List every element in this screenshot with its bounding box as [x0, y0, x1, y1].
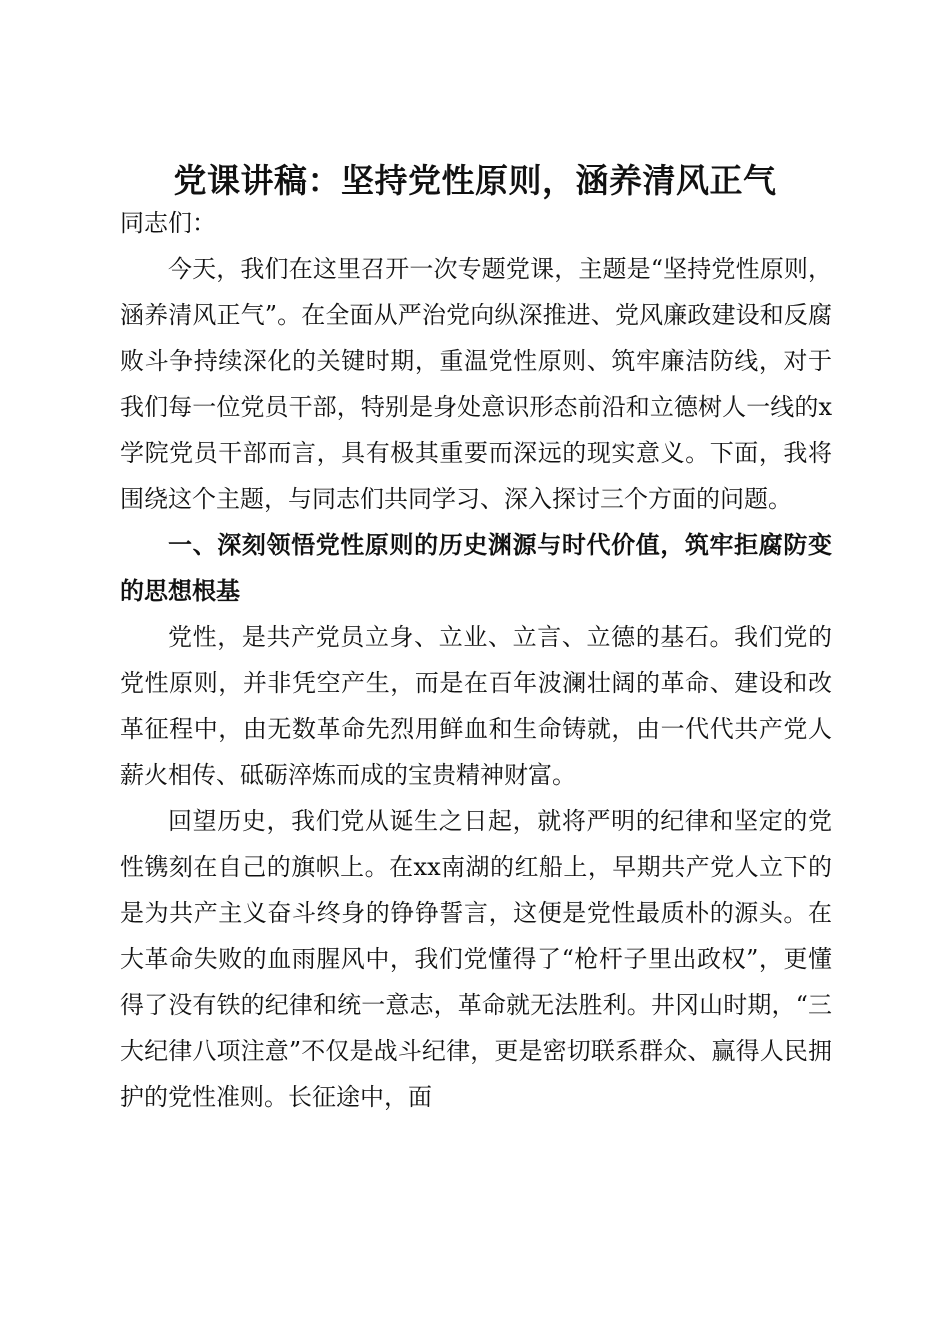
- salutation: 同志们：: [120, 209, 216, 237]
- body-paragraph: 党性，是共产党员立身、立业、立言、立德的基石。我们党的党性原则，并非凭空产生，而是在百年波澜壮阔的革命、建设和改革征程中，由无数革命先烈用鲜血和生命铸就，由一代代共产党人薪火相传、砥砺淬炼而成的宝贵精神财富。: [120, 623, 832, 789]
- intro-paragraph: 今天，我们在这里召开一次专题党课，主题是“坚持党性原则，涵养清风正气”。在全面从严治党向纵深推进、党风廉政建设和反腐败斗争持续深化的关键时期，重温党性原则、筑牢廉洁防线，对于我们每一位党员干部，特别是身处意识形态前沿和立德树人一线的x学院党员干部而言，具有极其重要而深远的现实意义。下面，我将围绕这个主题，与同志们共同学习、深入探讨三个方面的问题。: [120, 255, 832, 513]
- body-paragraph: 回望历史，我们党从诞生之日起，就将严明的纪律和坚定的党性镌刻在自己的旗帜上。在xx南湖的红船上，早期共产党人立下的是为共产主义奋斗终身的铮铮誓言，这便是党性最质朴的源头。在大革命失败的血雨腥风中，我们党懂得了“枪杆子里出政权”，更懂得了没有铁的纪律和统一意志，革命就无法胜利。井冈山时期，“三大纪律八项注意”不仅是战斗纪律，更是密切联系群众、赢得人民拥护的党性准则。长征途中，面: [120, 807, 832, 1111]
- document-body: [120, 200, 832, 1120]
- section-heading: 一、深刻领悟党性原则的历史渊源与时代价值，筑牢拒腐防变的思想根基: [120, 531, 832, 605]
- document-title: 党课讲稿：坚持党性原则，涵养清风正气: [173, 161, 777, 201]
